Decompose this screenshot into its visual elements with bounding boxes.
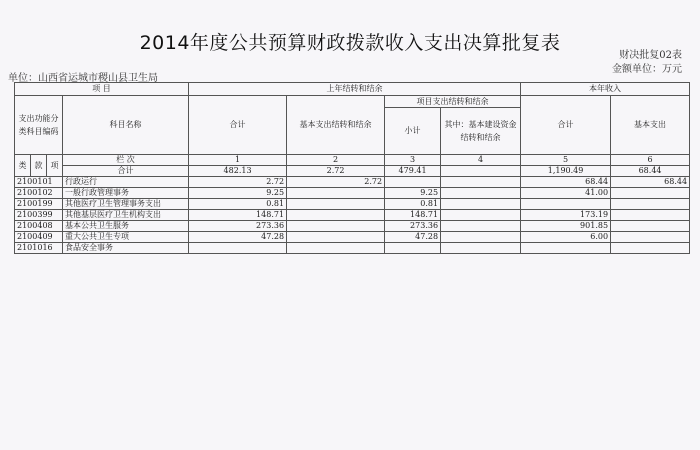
value-cell-3: 47.28 <box>385 232 441 243</box>
header-total-2: 合计 <box>521 96 611 155</box>
value-cell-4 <box>441 232 521 243</box>
subject-code: 2100102 <box>15 188 63 199</box>
amount-unit: 金额单位：万元 <box>612 64 682 75</box>
value-cell-6 <box>611 199 690 210</box>
subject-code: 2100408 <box>15 221 63 232</box>
value-cell-5: 68.44 <box>521 177 611 188</box>
value-cell-5: 901.85 <box>521 221 611 232</box>
header-section: 款 <box>31 155 47 177</box>
header-subject-name: 科目名称 <box>63 96 189 155</box>
subject-name: 一般行政管理事务 <box>63 188 189 199</box>
value-cell-6 <box>611 243 690 254</box>
table-row <box>15 210 690 221</box>
value-cell-3: 273.36 <box>385 221 441 232</box>
unit-label: 单位：山西省运城市稷山县卫生局 <box>8 73 158 84</box>
subject-name: 其他基层医疗卫生机构支出 <box>63 210 189 221</box>
subject-name: 基本公共卫生服务 <box>63 221 189 232</box>
header-item: 项 <box>47 155 63 177</box>
value-cell-3: 148.71 <box>385 210 441 221</box>
header-basic-expense: 基本支出 <box>611 96 690 155</box>
header-project: 项 目 <box>15 83 189 96</box>
value-cell-4 <box>441 188 521 199</box>
value-cell-1: 273.36 <box>189 221 287 232</box>
value-cell-1: 0.81 <box>189 199 287 210</box>
subject-name: 行政运行 <box>63 177 189 188</box>
header-prev-year: 上年结转和结余 <box>189 83 521 96</box>
header-project-expense: 项目支出结转和结余 <box>385 96 521 108</box>
value-cell-4 <box>441 243 521 254</box>
value-cell-1: 47.28 <box>189 232 287 243</box>
header-column-label: 栏 次 <box>63 155 189 166</box>
form-code: 财决批复02表 <box>619 50 682 61</box>
subject-name: 重大公共卫生专项 <box>63 232 189 243</box>
col-num-6: 6 <box>611 155 690 166</box>
value-cell-2 <box>287 199 385 210</box>
sum-cell-5: 1,190.49 <box>521 166 611 177</box>
col-num-1: 1 <box>189 155 287 166</box>
subject-name: 其他医疗卫生管理事务支出 <box>63 199 189 210</box>
value-cell-2 <box>287 188 385 199</box>
sum-cell-1: 482.13 <box>189 166 287 177</box>
subject-code: 2101016 <box>15 243 63 254</box>
table-row <box>15 188 690 199</box>
subject-name: 食品安全事务 <box>63 243 189 254</box>
value-cell-6 <box>611 188 690 199</box>
col-num-4: 4 <box>441 155 521 166</box>
value-cell-1 <box>189 243 287 254</box>
header-of-which-capital: 其中：基本建设资金结转和结余 <box>441 108 521 155</box>
table-row <box>15 199 690 210</box>
value-cell-3 <box>385 243 441 254</box>
subject-code: 2100399 <box>15 210 63 221</box>
value-cell-5 <box>521 243 611 254</box>
value-cell-4 <box>441 210 521 221</box>
value-cell-6 <box>611 232 690 243</box>
table-row <box>15 243 690 254</box>
value-cell-3: 9.25 <box>385 188 441 199</box>
value-cell-5 <box>521 199 611 210</box>
table-row <box>15 177 690 188</box>
value-cell-3: 0.81 <box>385 199 441 210</box>
document-title: 2014年度公共预算财政拨款收入支出决算批复表 <box>139 32 561 54</box>
sum-cell-3: 479.41 <box>385 166 441 177</box>
header-total: 合计 <box>189 96 287 155</box>
sum-cell-2: 2.72 <box>287 166 385 177</box>
col-num-3: 3 <box>385 155 441 166</box>
value-cell-1: 148.71 <box>189 210 287 221</box>
table-row <box>15 221 690 232</box>
sum-row-label: 合计 <box>63 166 189 177</box>
value-cell-6 <box>611 210 690 221</box>
value-cell-6: 68.44 <box>611 177 690 188</box>
header-subtotal: 小计 <box>385 108 441 155</box>
value-cell-2: 2.72 <box>287 177 385 188</box>
value-cell-5: 6.00 <box>521 232 611 243</box>
value-cell-4 <box>441 177 521 188</box>
table-row <box>15 232 690 243</box>
sum-cell-6: 68.44 <box>611 166 690 177</box>
value-cell-5: 41.00 <box>521 188 611 199</box>
value-cell-4 <box>441 221 521 232</box>
value-cell-1: 2.72 <box>189 177 287 188</box>
value-cell-5: 173.19 <box>521 210 611 221</box>
col-num-2: 2 <box>287 155 385 166</box>
value-cell-2 <box>287 243 385 254</box>
value-cell-6 <box>611 221 690 232</box>
subject-code: 2100101 <box>15 177 63 188</box>
header-classification: 支出功能分类科目编码 <box>15 96 63 155</box>
value-cell-2 <box>287 210 385 221</box>
value-cell-3 <box>385 177 441 188</box>
header-basic-expense-balance: 基本支出结转和结余 <box>287 96 385 155</box>
col-num-5: 5 <box>521 155 611 166</box>
header-class: 类 <box>15 155 31 177</box>
value-cell-1: 9.25 <box>189 188 287 199</box>
subject-code: 2100409 <box>15 232 63 243</box>
value-cell-2 <box>287 221 385 232</box>
value-cell-4 <box>441 199 521 210</box>
budget-table <box>14 82 690 254</box>
subject-code: 2100199 <box>15 199 63 210</box>
value-cell-2 <box>287 232 385 243</box>
sum-cell-4 <box>441 166 521 177</box>
header-this-year: 本年收入 <box>521 83 690 96</box>
